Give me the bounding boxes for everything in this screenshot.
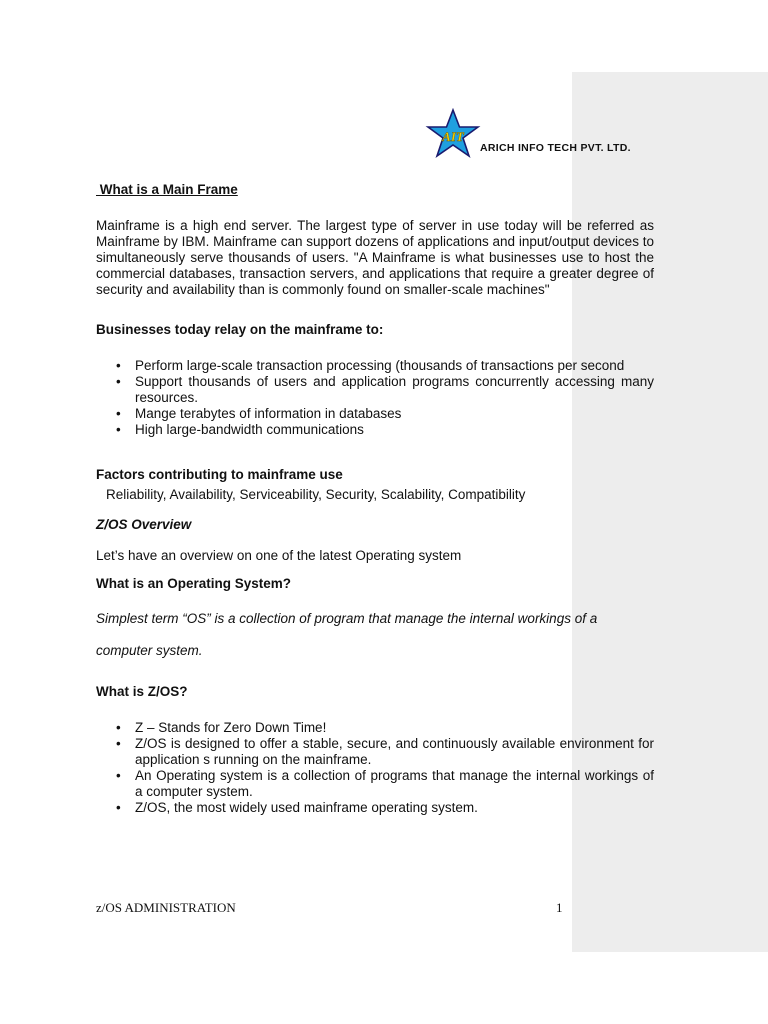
- list-item: • Z/OS, the most widely used mainframe operating system.: [116, 800, 478, 815]
- bullet-icon: •: [116, 768, 121, 783]
- bullet-icon: •: [116, 800, 121, 815]
- bullet-icon: •: [116, 422, 121, 437]
- zos-list: [96, 720, 654, 816]
- company-name: ARICH INFO TECH PVT. LTD.: [480, 142, 631, 154]
- bullet-icon: •: [116, 736, 121, 751]
- list-item: • Z – Stands for Zero Down Time!: [116, 720, 327, 735]
- footer-title: z/OS ADMINISTRATION: [96, 900, 236, 915]
- logo-text: AIT: [442, 129, 464, 144]
- heading-factors: Factors contributing to mainframe use: [96, 467, 343, 482]
- heading-what-is-mainframe: What is a Main Frame: [96, 182, 238, 197]
- heading-businesses: Businesses today relay on the mainframe to:: [96, 322, 384, 337]
- bullet-icon: •: [116, 406, 121, 421]
- list-item: • High large-bandwidth communications: [116, 422, 364, 437]
- bullet-icon: •: [116, 374, 121, 389]
- businesses-list: [96, 358, 654, 438]
- os-definition-line2: computer system.: [96, 643, 203, 658]
- list-item: • Perform large-scale transaction processing (thousands of transactions per second: [116, 358, 625, 373]
- heading-what-is-os: What is an Operating System?: [96, 576, 292, 591]
- bullet-icon: •: [116, 720, 121, 735]
- list-item: • Mange terabytes of information in databases: [116, 406, 402, 421]
- overview-text: Let’s have an overview on one of the latest Operating system: [96, 548, 462, 563]
- bullet-icon: •: [116, 358, 121, 373]
- heading-what-is-zos: What is Z/OS?: [96, 684, 188, 699]
- list-item: • Support thousands of users and application programs concurrently accessing many resources.: [116, 374, 654, 405]
- comment-margin-pane: [572, 72, 768, 952]
- list-item: • Z/OS is designed to offer a stable, secure, and continuously available environment for application s running on the mainframe.: [116, 736, 654, 767]
- os-definition-line1: Simplest term “OS” is a collection of program that manage the internal workings of a: [96, 611, 598, 626]
- company-logo-star-icon: [424, 108, 482, 160]
- heading-zos-overview: Z/OS Overview: [96, 517, 192, 532]
- mainframe-paragraph: Mainframe is a high end server. The largest type of server in use today will be referred as Mainframe by IBM. Mainframe can support dozens of applications and input/output devices to simultaneously serve thousands of users. "A Mainframe is what businesses use to host the commercial databases, transaction servers, and applications that require a greater degree of security and availability than is commonly found on smaller-scale machines": [96, 218, 654, 297]
- factors-text: Reliability, Availability, Serviceability, Security, Scalability, Compatibility: [106, 487, 526, 502]
- list-item: • An Operating system is a collection of programs that manage the internal workings of a computer system.: [116, 768, 654, 799]
- page-number: 1: [556, 900, 563, 915]
